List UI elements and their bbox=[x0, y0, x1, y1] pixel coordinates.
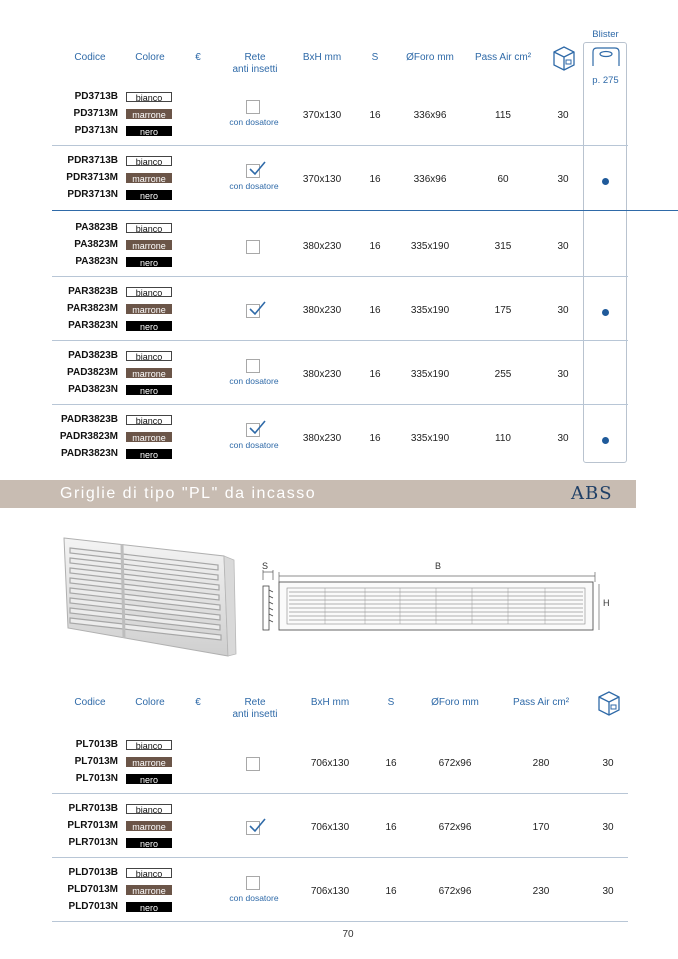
cell-bxh: 380x230 bbox=[302, 241, 342, 252]
header-colore: Colore bbox=[135, 52, 165, 63]
product-code: PAD3823M bbox=[67, 367, 118, 378]
section-title: Griglie di tipo "PL" da incasso bbox=[60, 485, 317, 502]
cell-foro: 672x96 bbox=[438, 758, 472, 769]
dimension-h-label: H bbox=[603, 598, 610, 608]
color-swatch: nero bbox=[126, 902, 172, 912]
header-pass-air: Pass Air cm² bbox=[512, 697, 570, 708]
product-code: PAR3823M bbox=[67, 303, 118, 314]
header-rete-line1: Rete bbox=[244, 52, 266, 63]
dosatore-note: con dosatore bbox=[229, 376, 279, 386]
cell-bxh: 706x130 bbox=[310, 886, 350, 897]
cell-s: 16 bbox=[369, 241, 381, 252]
color-swatch: bianco bbox=[126, 156, 172, 166]
dosatore-note: con dosatore bbox=[229, 893, 279, 903]
cell-pack: 30 bbox=[557, 433, 569, 444]
cell-s: 16 bbox=[385, 886, 397, 897]
product-codes bbox=[40, 411, 118, 462]
table-row bbox=[0, 217, 678, 277]
product-code: PAD3823B bbox=[68, 350, 118, 361]
header-foro: ØForo mm bbox=[406, 52, 454, 63]
table-row bbox=[0, 798, 678, 858]
insect-net-checkbox bbox=[246, 821, 260, 835]
color-swatch: marrone bbox=[126, 109, 172, 119]
dimension-s-label: S bbox=[262, 561, 269, 571]
section-band bbox=[0, 480, 636, 508]
insect-net-checkbox bbox=[246, 100, 260, 114]
cell-s: 16 bbox=[369, 305, 381, 316]
color-swatch: nero bbox=[126, 774, 172, 784]
section-divider bbox=[52, 210, 678, 211]
product-code: PD3713B bbox=[74, 91, 118, 102]
color-swatch: nero bbox=[126, 449, 172, 459]
color-swatch: nero bbox=[126, 190, 172, 200]
color-swatches bbox=[126, 351, 174, 402]
product-code: PLD7013N bbox=[68, 901, 118, 912]
product-code: PADR3823B bbox=[60, 414, 118, 425]
product-codes bbox=[40, 219, 118, 270]
cell-pass: 175 bbox=[494, 305, 512, 316]
color-swatch: marrone bbox=[126, 757, 172, 767]
insect-net-checkbox bbox=[246, 240, 260, 254]
cell-bxh: 706x130 bbox=[310, 758, 350, 769]
cell-s: 16 bbox=[369, 369, 381, 380]
cell-bxh: 370x130 bbox=[302, 110, 342, 121]
cell-pass: 230 bbox=[532, 886, 550, 897]
blister-available-dot bbox=[602, 437, 609, 444]
cell-bxh: 380x230 bbox=[302, 369, 342, 380]
cell-pack: 30 bbox=[557, 174, 569, 185]
cell-s: 16 bbox=[369, 174, 381, 185]
color-swatch: nero bbox=[126, 385, 172, 395]
header-rete bbox=[220, 52, 290, 76]
product-codes bbox=[40, 800, 118, 851]
product-codes bbox=[40, 88, 118, 139]
cell-bxh: 380x230 bbox=[302, 305, 342, 316]
product-code: PDR3713M bbox=[66, 172, 118, 183]
color-swatch: nero bbox=[126, 257, 172, 267]
cell-pass: 115 bbox=[495, 110, 511, 121]
cell-bxh: 706x130 bbox=[310, 822, 350, 833]
color-swatch: bianco bbox=[126, 868, 172, 878]
grille-section-drawing bbox=[255, 568, 605, 638]
blister-label: Blister bbox=[592, 29, 619, 40]
cell-foro: 336x96 bbox=[413, 174, 447, 185]
product-code: PL7013N bbox=[75, 773, 118, 784]
table-row bbox=[0, 734, 678, 794]
cell-pack: 30 bbox=[557, 305, 569, 316]
cell-pack: 30 bbox=[602, 822, 614, 833]
material-label: ABS bbox=[571, 483, 613, 504]
checkmark-icon bbox=[248, 300, 266, 318]
header-pass-air: Pass Air cm² bbox=[474, 52, 532, 63]
cell-pack: 30 bbox=[602, 886, 614, 897]
insect-net-checkbox bbox=[246, 876, 260, 890]
cell-foro: 335x190 bbox=[410, 305, 450, 316]
product-codes bbox=[40, 347, 118, 398]
color-swatch: bianco bbox=[126, 92, 172, 102]
product-code: PAR3823N bbox=[68, 320, 118, 331]
dosatore-note: con dosatore bbox=[229, 117, 279, 127]
cell-s: 16 bbox=[385, 822, 397, 833]
product-codes bbox=[40, 283, 118, 334]
grille-product-photo bbox=[58, 532, 238, 660]
product-code: PLD7013B bbox=[68, 867, 118, 878]
insect-net-checkbox bbox=[246, 304, 260, 318]
product-code: PLR7013B bbox=[68, 803, 118, 814]
product-code: PA3823N bbox=[75, 256, 118, 267]
product-code: PL7013B bbox=[75, 739, 118, 750]
color-swatches bbox=[126, 868, 174, 919]
product-code: PA3823M bbox=[74, 239, 118, 250]
table-row bbox=[0, 281, 678, 341]
table-row bbox=[0, 409, 678, 469]
dosatore-note: con dosatore bbox=[229, 181, 279, 191]
cell-foro: 336x96 bbox=[413, 110, 447, 121]
cell-pass: 60 bbox=[497, 174, 509, 185]
product-codes bbox=[40, 152, 118, 203]
product-code: PADR3823M bbox=[59, 431, 118, 442]
cell-pack: 30 bbox=[557, 110, 569, 121]
header-bxh: BxH mm bbox=[302, 52, 342, 63]
cell-s: 16 bbox=[369, 110, 381, 121]
header-s: S bbox=[371, 52, 379, 63]
header-codice: Codice bbox=[74, 697, 106, 708]
color-swatches bbox=[126, 804, 174, 855]
color-swatch: bianco bbox=[126, 415, 172, 425]
header-colore: Colore bbox=[135, 697, 165, 708]
cell-pack: 30 bbox=[602, 758, 614, 769]
table-row bbox=[0, 862, 678, 922]
product-code: PA3823B bbox=[75, 222, 118, 233]
color-swatch: nero bbox=[126, 321, 172, 331]
dosatore-note: con dosatore bbox=[229, 440, 279, 450]
color-swatches bbox=[126, 740, 174, 791]
color-swatch: bianco bbox=[126, 351, 172, 361]
cell-pass: 255 bbox=[494, 369, 512, 380]
cell-bxh: 380x230 bbox=[302, 433, 342, 444]
product-codes bbox=[40, 864, 118, 915]
header-rete-line2: anti insetti bbox=[232, 709, 278, 720]
header-bxh: BxH mm bbox=[310, 697, 350, 708]
blister-pack-icon bbox=[591, 46, 621, 68]
insect-net-checkbox bbox=[246, 164, 260, 178]
cell-pack: 30 bbox=[557, 241, 569, 252]
header-euro: € bbox=[195, 697, 201, 708]
table-row bbox=[0, 86, 678, 146]
cell-foro: 335x190 bbox=[410, 433, 450, 444]
cell-foro: 335x190 bbox=[410, 241, 450, 252]
color-swatch: marrone bbox=[126, 240, 172, 250]
color-swatch: bianco bbox=[126, 287, 172, 297]
color-swatch: marrone bbox=[126, 885, 172, 895]
color-swatch: bianco bbox=[126, 223, 172, 233]
checkmark-icon bbox=[248, 817, 266, 835]
header-s: S bbox=[387, 697, 395, 708]
dimension-b-label: B bbox=[435, 561, 442, 571]
color-swatches bbox=[126, 287, 174, 338]
color-swatches bbox=[126, 415, 174, 466]
cell-pass: 280 bbox=[532, 758, 550, 769]
product-code: PLD7013M bbox=[67, 884, 118, 895]
product-code: PLR7013N bbox=[68, 837, 118, 848]
cell-foro: 672x96 bbox=[438, 822, 472, 833]
product-code: PD3713M bbox=[73, 108, 118, 119]
product-code: PL7013M bbox=[74, 756, 118, 767]
color-swatch: marrone bbox=[126, 304, 172, 314]
header-euro: € bbox=[195, 52, 201, 63]
cell-pass: 110 bbox=[495, 433, 511, 444]
product-codes bbox=[40, 736, 118, 787]
product-code: PLR7013M bbox=[67, 820, 118, 831]
cell-bxh: 370x130 bbox=[302, 174, 342, 185]
package-box-icon bbox=[595, 689, 623, 717]
table-row bbox=[0, 345, 678, 405]
cell-pass: 315 bbox=[494, 241, 512, 252]
product-code: PAR3823B bbox=[68, 286, 118, 297]
page-number: 70 bbox=[342, 929, 354, 940]
color-swatch: bianco bbox=[126, 804, 172, 814]
product-code: PD3713N bbox=[74, 125, 118, 136]
package-box-icon bbox=[550, 44, 578, 72]
color-swatch: marrone bbox=[126, 821, 172, 831]
cell-s: 16 bbox=[369, 433, 381, 444]
color-swatches bbox=[126, 223, 174, 274]
blister-available-dot bbox=[602, 178, 609, 185]
insect-net-checkbox bbox=[246, 423, 260, 437]
product-code: PADR3823N bbox=[60, 448, 118, 459]
cell-pass: 170 bbox=[532, 822, 550, 833]
cell-foro: 335x190 bbox=[410, 369, 450, 380]
cell-foro: 672x96 bbox=[438, 886, 472, 897]
color-swatch: marrone bbox=[126, 173, 172, 183]
checkmark-icon bbox=[248, 160, 266, 178]
cell-pack: 30 bbox=[557, 369, 569, 380]
checkmark-icon bbox=[248, 419, 266, 437]
blister-page-ref: p. 275 bbox=[592, 75, 619, 86]
color-swatches bbox=[126, 156, 174, 207]
cell-s: 16 bbox=[385, 758, 397, 769]
header-rete-line2: anti insetti bbox=[232, 64, 278, 75]
header-rete bbox=[220, 697, 290, 721]
color-swatches bbox=[126, 92, 174, 143]
color-swatch: nero bbox=[126, 126, 172, 136]
product-code: PDR3713N bbox=[67, 189, 118, 200]
header-codice: Codice bbox=[74, 52, 106, 63]
product-code: PAD3823N bbox=[68, 384, 118, 395]
product-code: PDR3713B bbox=[67, 155, 118, 166]
header-foro: ØForo mm bbox=[431, 697, 479, 708]
color-swatch: marrone bbox=[126, 368, 172, 378]
table-row bbox=[0, 150, 678, 210]
header-rete-line1: Rete bbox=[244, 697, 266, 708]
insect-net-checkbox bbox=[246, 757, 260, 771]
color-swatch: marrone bbox=[126, 432, 172, 442]
blister-available-dot bbox=[602, 309, 609, 316]
color-swatch: nero bbox=[126, 838, 172, 848]
insect-net-checkbox bbox=[246, 359, 260, 373]
color-swatch: bianco bbox=[126, 740, 172, 750]
